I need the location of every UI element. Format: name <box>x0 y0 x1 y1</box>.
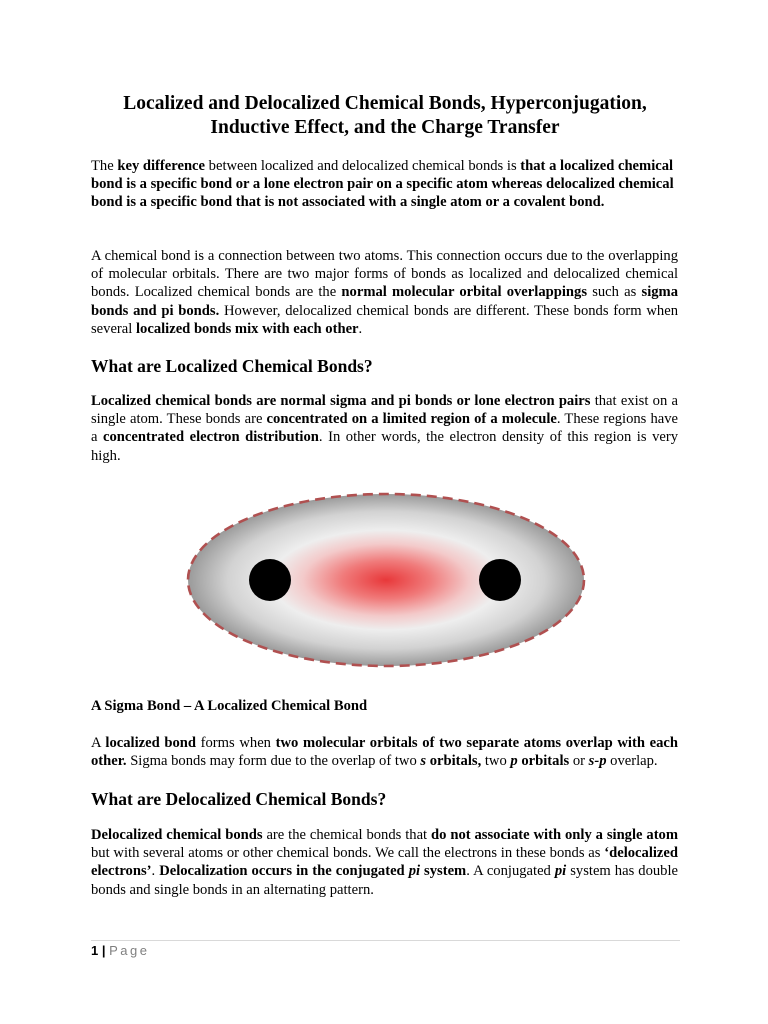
text-run: forms when <box>196 735 276 751</box>
text-run: . A conjugated <box>466 863 555 880</box>
sigma-bond-diagram <box>180 488 592 674</box>
text-run: However, delocalized chemical bonds are different. These bonds form when several <box>91 302 678 337</box>
bold-run: Delocalized chemical bonds <box>91 827 263 843</box>
bold-run: Delocalization occurs in the conjugated <box>159 863 409 880</box>
bold-run: ‘delocalized electrons’ <box>91 845 678 880</box>
localized-bond-paragraph <box>91 734 678 770</box>
bold-run: two molecular orbitals of two separate atoms overlap with each other. <box>91 735 678 770</box>
intro-paragraph <box>91 157 678 212</box>
text-run: system has double bonds and single bonds in an alternating pattern. <box>91 863 678 898</box>
bold-italic-run: p <box>510 753 518 770</box>
text-run: Sigma bonds may form due to the overlap of two <box>126 753 421 770</box>
text-run: such as <box>587 284 642 301</box>
page-label: Page <box>109 943 150 958</box>
text-run: between localized and delocalized chemical bonds is <box>205 158 521 174</box>
text-run: overlap. <box>606 753 658 770</box>
bold-run: orbitals, <box>426 753 482 770</box>
bold-run: sigma bonds and pi bonds. <box>91 284 678 319</box>
bold-italic-run: s <box>420 753 427 770</box>
text-run: The <box>91 158 118 174</box>
text-run: two <box>481 753 511 770</box>
overview-paragraph <box>91 247 678 338</box>
bold-run: that a localized chemical bond is a specific bond or a lone electron pair on a specific atom whereas delocalized chemical bond is a specific bond that is not associated with a single atom or a covalent bond. <box>91 158 674 211</box>
section-heading-localized: What are Localized Chemical Bonds? <box>91 356 373 376</box>
title-line-1: Localized and Delocalized Chemical Bonds, Hyperconjugation, <box>123 93 647 114</box>
bold-italic-run: s-p <box>588 753 607 770</box>
page-footer <box>91 943 149 958</box>
bold-run: do not associate with only a single atom <box>431 827 679 843</box>
atom-right <box>479 559 521 601</box>
localized-paragraph <box>91 392 678 465</box>
bold-run: key difference <box>117 158 206 174</box>
bold-run: orbitals <box>517 753 570 770</box>
section-heading-delocalized: What are Delocalized Chemical Bonds? <box>91 789 387 809</box>
text-run: A chemical bond is a connection between two atoms. This connection occurs due to the overlapping of molecular orbitals. There are two major forms of bonds as localized and delocalized chemical bonds. Localized chemical bonds are the <box>91 248 678 301</box>
text-run: that exist on a single atom. These bonds are <box>91 393 678 428</box>
bold-run: system <box>420 863 467 880</box>
atom-left <box>249 559 291 601</box>
document-title <box>90 92 680 140</box>
footer-divider <box>91 940 680 941</box>
text-run: but with several atoms or other chemical bonds. We call the electrons in these bonds as <box>91 845 605 862</box>
page-number: 1 <box>91 943 99 958</box>
bold-italic-run: pi <box>554 863 567 880</box>
bold-run: localized bond <box>105 735 196 751</box>
title-line-2: Inductive Effect, and the Charge Transfer <box>210 117 560 138</box>
bold-run: localized bonds mix with each other <box>135 320 359 337</box>
bold-run: normal molecular orbital overlappings <box>341 284 587 301</box>
text-run: . <box>358 320 363 337</box>
text-run: A <box>91 735 106 751</box>
bold-run: concentrated on a limited region of a molecule <box>266 411 557 428</box>
text-run: are the chemical bonds that <box>262 827 432 843</box>
text-run: . In other words, the electron density of this region is very high. <box>91 429 678 464</box>
delocalized-paragraph <box>91 826 678 899</box>
text-run: or <box>569 753 589 770</box>
footer-separator: | <box>98 943 110 958</box>
bold-run: Localized chemical bonds are normal sigma and pi bonds or lone electron pairs <box>91 393 591 409</box>
bold-run: concentrated electron distribution <box>103 429 319 446</box>
bold-italic-run: pi <box>408 863 421 880</box>
figure-caption: A Sigma Bond – A Localized Chemical Bond <box>91 698 368 714</box>
text-run: . These regions have a <box>91 411 679 446</box>
text-run: . <box>151 863 160 880</box>
